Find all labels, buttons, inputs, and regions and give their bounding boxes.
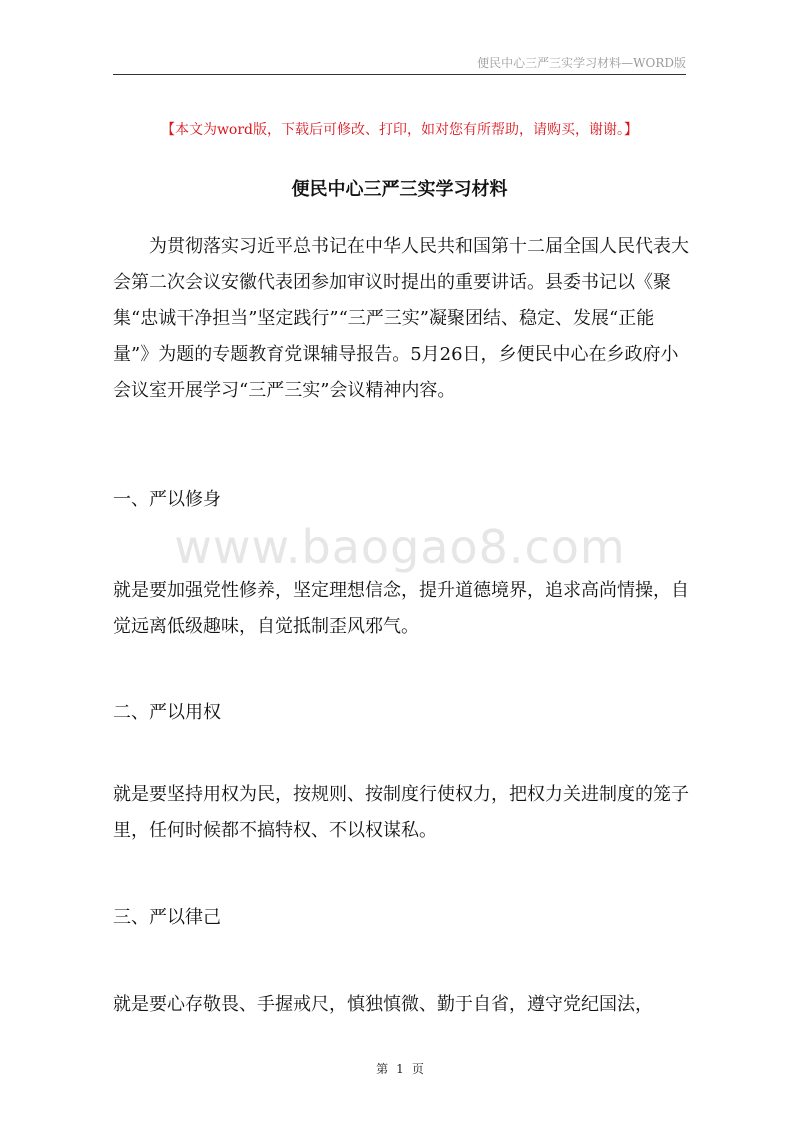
section-text-1: 就是要加强党性修养，坚定理想信念，提升道德境界，追求高尚情操，自觉远离低级趣味，自觉抵制歪风邪气。 — [113, 580, 689, 637]
footer-prefix: 第 — [376, 1062, 389, 1076]
document-title: 便民中心三严三实学习材料 — [291, 179, 508, 200]
section-heading-3: 三、严以律己 — [113, 907, 221, 928]
intro-paragraph: 为贯彻落实习近平总书记在中华人民共和国第十二届全国人民代表大会第二次会议安徽代表团参加审议时提出的重要讲话。县委书记以《聚集“忠诚干净担当”坚定践行”“三严三实”凝聚团结、稳定、发展“正能量”》为题的专题教育党课辅导报告。5月26日，乡便民中心在乡政府小会议室开展学习“三严三实”会议精神内容。 — [113, 236, 689, 401]
section-heading-2: 二、严以用权 — [113, 702, 221, 723]
watermark: www.baogao8.com — [174, 520, 626, 574]
section-text-3: 就是要心存敬畏、手握戒尺，慎独慎微、勤于自省，遵守党纪国法， — [113, 994, 653, 1015]
footer-suffix: 页 — [411, 1062, 424, 1076]
section-text-2: 就是要坚持用权为民，按规则、按制度行使权力，把权力关进制度的笼子里，任何时候都不搞特权、不以权谋私。 — [113, 784, 689, 841]
section-heading-1: 一、严以修身 — [113, 489, 221, 510]
header-divider — [113, 74, 686, 75]
page-footer — [0, 1060, 800, 1077]
download-notice: 【本文为word版，下载后可修改、打印，如对您有所帮助，请购买，谢谢。】 — [160, 122, 639, 138]
running-header: 便民中心三严三实学习材料—WORD版 — [477, 56, 686, 70]
page-number: 1 — [396, 1062, 404, 1076]
